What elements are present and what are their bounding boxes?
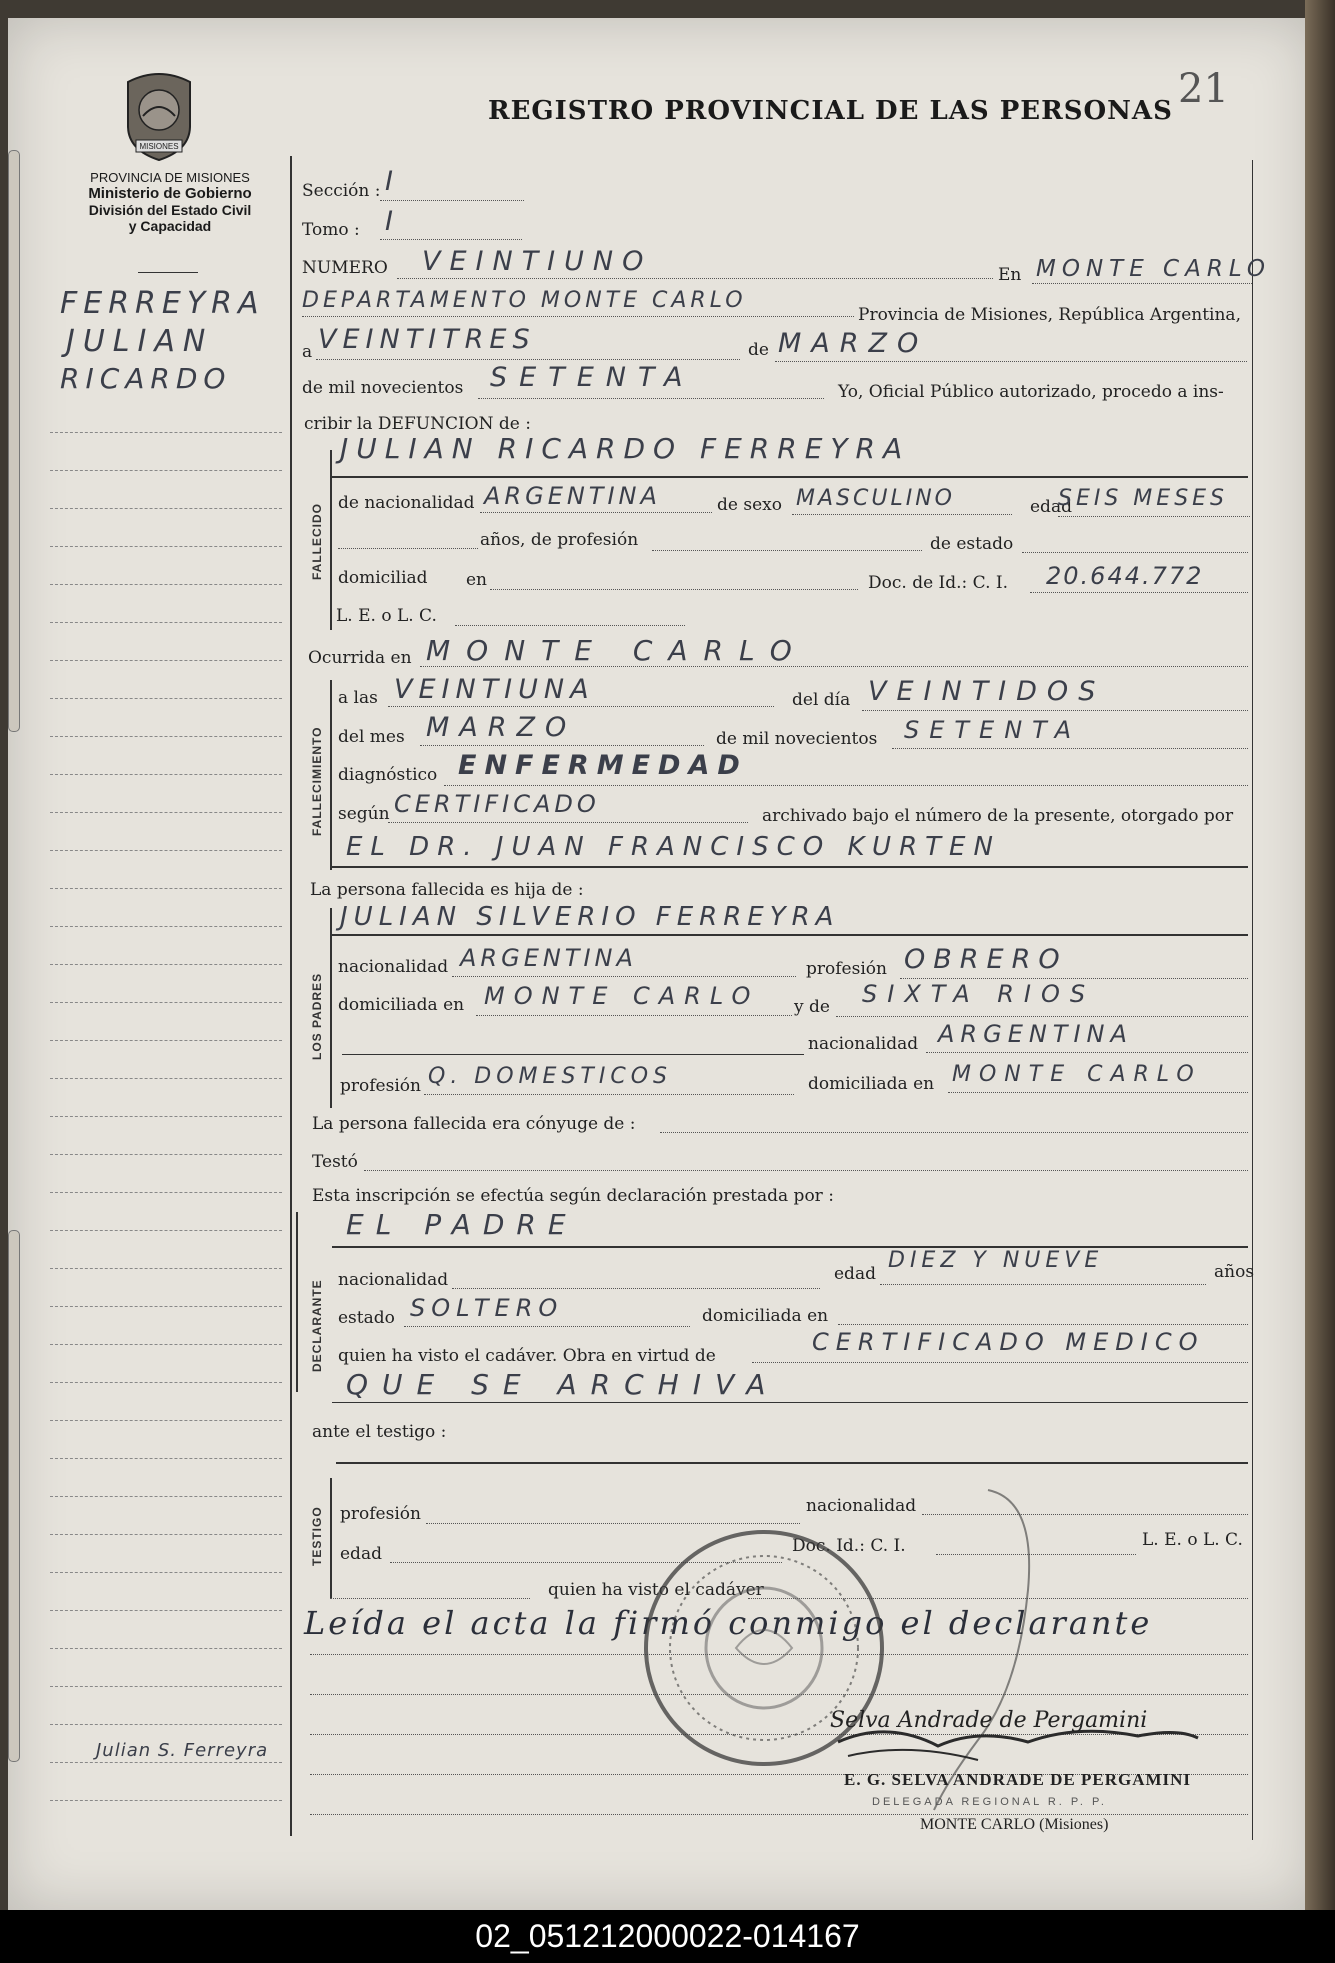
nacionalidad-value: ARGENTINA <box>484 482 661 510</box>
departamento-value: DEPARTAMENTO MONTE CARLO <box>302 288 747 313</box>
tomo-value: I <box>385 206 402 237</box>
ocurrida-line <box>420 666 1248 667</box>
margin-ruled-line <box>50 888 282 889</box>
visto-testigo-label: quien ha visto el cadáver <box>548 1580 764 1600</box>
edad-decl-value: DIEZ Y NUEVE <box>888 1248 1104 1273</box>
profesion-line <box>652 550 922 551</box>
del-dia-value: VEINTIDOS <box>868 676 1106 707</box>
estado-decl-label: estado <box>338 1308 395 1328</box>
yo-label: Yo, Oficial Público autorizado, procedo a ins- <box>838 382 1224 402</box>
edad-line <box>1058 516 1250 517</box>
segun-label: según <box>338 804 390 824</box>
a-label: a <box>302 342 313 362</box>
sexo-line <box>792 514 1012 515</box>
declarante-bracket <box>296 1212 298 1392</box>
prof-padre-line <box>900 978 1248 979</box>
estado-label: de estado <box>930 534 1014 554</box>
mil-label: de mil novecientos <box>302 378 464 398</box>
diagnostico-label: diagnóstico <box>338 765 438 785</box>
de-label: de <box>748 340 769 360</box>
margin-ruled-line <box>50 1534 282 1535</box>
mil2-label: de mil novecientos <box>716 729 878 749</box>
fallecido-side-label: FALLECIDO <box>310 503 324 580</box>
book-spine <box>1305 0 1335 1910</box>
le-testigo-label: L. E. o L. C. <box>1142 1530 1243 1550</box>
numero-label: NUMERO <box>302 258 388 278</box>
domicilio-line <box>490 589 858 590</box>
page-number: 21 <box>1178 66 1229 112</box>
official-role: DELEGADA REGIONAL R. P. P. <box>872 1796 1107 1808</box>
sexo-value: MASCULINO <box>796 486 955 511</box>
nombre-value: JULIAN RICARDO FERREYRA <box>340 432 911 465</box>
declarante-line <box>332 1246 1248 1248</box>
margin-ruled-line <box>50 1420 282 1421</box>
dom-padre-line <box>476 1015 792 1016</box>
margin-ruled-line <box>50 1230 282 1231</box>
del-mes-value: MARZO <box>426 712 577 743</box>
obra2-value: QUE SE ARCHIVA <box>346 1368 780 1401</box>
issuing-office <box>50 170 290 234</box>
edad-decl-line <box>880 1284 1206 1285</box>
seccion-value: I <box>385 166 402 197</box>
padres-bracket <box>330 908 332 1108</box>
doc-label: Doc. de Id.: C. I. <box>868 573 1009 593</box>
margin-ruled-line <box>50 546 282 547</box>
obra-line <box>752 1362 1248 1363</box>
dom-padre-value: MONTE CARLO <box>484 982 760 1010</box>
prof-padre-value: OBRERO <box>904 944 1068 975</box>
hija-label: La persona fallecida es hija de : <box>310 880 584 900</box>
madre-extra-line <box>342 1054 804 1055</box>
testigo-label: ante el testigo : <box>312 1422 447 1442</box>
prof-testigo-label: profesión <box>340 1504 421 1524</box>
fallecimiento-side-label: FALLECIMIENTO <box>310 726 324 836</box>
del-mes-line <box>420 745 704 746</box>
del-dia-line <box>862 710 1248 711</box>
margin-ruled-line <box>50 1762 282 1763</box>
margin-ruled-line <box>50 736 282 737</box>
le-line <box>455 625 685 626</box>
nacionalidad-line <box>480 512 712 513</box>
testigo-line <box>336 1462 1248 1464</box>
visto-testigo-line-left <box>330 1598 530 1599</box>
provincial-crest-icon <box>118 68 200 162</box>
nac-madre-label: nacionalidad <box>808 1034 919 1054</box>
declarante-value: EL PADRE <box>346 1208 578 1241</box>
hora-line <box>388 706 774 707</box>
nac-padre-label: nacionalidad <box>338 957 449 977</box>
edad-testigo-label: edad <box>340 1544 382 1564</box>
tomo-label: Tomo : <box>302 220 360 240</box>
madre-line <box>836 1016 1248 1017</box>
dom-padre-label: domiciliada en <box>338 995 465 1015</box>
ocurrida-value: MONTE CARLO <box>426 634 808 667</box>
nacionalidad-label: de nacionalidad <box>338 493 475 513</box>
margin-ruled-line <box>50 1572 282 1573</box>
dia-value: VEINTITRES <box>318 324 536 355</box>
provincia-label: Provincia de Misiones, República Argentina, <box>858 305 1241 325</box>
margin-ruled-line <box>50 1724 282 1725</box>
dom-madre-value: MONTE CARLO <box>952 1062 1202 1087</box>
cribir-label: cribir la DEFUNCION de : <box>304 414 531 434</box>
margin-name-surname: FERREYRA <box>60 286 265 321</box>
madre-value: SIXTA RIOS <box>862 980 1096 1008</box>
mes-value: MARZO <box>778 328 929 359</box>
dom-madre-label: domiciliada en <box>808 1074 935 1094</box>
estado-decl-line <box>404 1326 690 1327</box>
nac-padre-value: ARGENTINA <box>460 944 637 972</box>
office-capacity: y Capacidad <box>128 218 212 234</box>
margin-ruled-line <box>50 622 282 623</box>
dom-decl-label: domiciliada en <box>702 1306 829 1326</box>
nac-madre-line <box>926 1052 1248 1053</box>
obra-value: CERTIFICADO MEDICO <box>812 1328 1205 1356</box>
anio-value: SETENTA <box>490 362 695 393</box>
sexo-label: de sexo <box>717 495 782 515</box>
margin-ruled-line <box>50 1002 282 1003</box>
margin-ruled-line <box>50 774 282 775</box>
en2-label: en <box>466 570 488 590</box>
margin-ruled-line <box>50 1116 282 1117</box>
margin-ruled-line <box>50 1306 282 1307</box>
declarante-side-label: DECLARANTE <box>310 1279 324 1372</box>
domiciliad-label: domiciliad <box>338 568 428 588</box>
numero-value: VEINTIUNO <box>422 246 653 277</box>
testigo-side-label: TESTIGO <box>310 1506 324 1566</box>
estado-line <box>1022 552 1248 553</box>
prof-madre-value: Q. DOMESTICOS <box>428 1064 672 1089</box>
nac-testigo-label: nacionalidad <box>806 1496 917 1516</box>
en-label: En <box>998 265 1022 285</box>
segun-value: CERTIFICADO <box>394 790 600 818</box>
margin-ruled-line <box>50 1648 282 1649</box>
right-margin-border <box>1252 160 1253 1840</box>
padres-side-label: LOS PADRES <box>310 972 324 1060</box>
margin-ruled-line <box>50 1382 282 1383</box>
edad-decl-label: edad <box>834 1264 876 1284</box>
office-division: División del Estado Civil <box>88 202 252 218</box>
doc-testigo-label: Doc. Id.: C. I. <box>792 1536 906 1556</box>
document-title: REGISTRO PROVINCIAL DE LAS PERSONAS <box>488 96 1173 126</box>
dia-line <box>316 359 740 360</box>
dom-madre-line <box>948 1092 1248 1093</box>
conyuge-label: La persona fallecida era cónyuge de : <box>312 1114 636 1134</box>
closing-statement: Leída el acta la firmó conmigo el declarante <box>304 1604 1153 1642</box>
official-signature-icon <box>778 1480 1238 1820</box>
margin-name-first: JULIAN <box>66 324 214 359</box>
official-place: MONTE CARLO (Misiones) <box>920 1816 1109 1833</box>
diagnostico-line <box>444 785 1248 786</box>
nombre-line <box>332 476 1248 478</box>
ocurrida-label: Ocurrida en <box>308 648 412 668</box>
nac-padre-line <box>452 976 796 977</box>
margin-ruled-line <box>50 1192 282 1193</box>
margin-ruled-line <box>50 1496 282 1497</box>
margin-ruled-line <box>50 1800 282 1801</box>
padre-value: JULIAN SILVERIO FERREYRA <box>340 902 840 932</box>
margin-ruled-line <box>50 508 282 509</box>
conyuge-line <box>660 1132 1248 1133</box>
edad-value: SEIS MESES <box>1058 486 1229 511</box>
left-margin-border <box>290 156 292 1836</box>
hora-value: VEINTIUNA <box>394 674 595 705</box>
en-value: MONTE CARLO <box>1036 256 1272 282</box>
margin-ruled-line <box>50 1040 282 1041</box>
margin-ruled-line <box>50 698 282 699</box>
scan-footer-id: 02_051212000022-014167 <box>0 1910 1335 1963</box>
fallecimiento-bracket <box>330 680 332 870</box>
departamento-line <box>302 316 854 317</box>
office-province: PROVINCIA DE MISIONES <box>90 170 250 185</box>
alas-label: a las <box>338 688 378 708</box>
mes-line <box>775 361 1247 362</box>
seccion-label: Sección : <box>302 181 381 201</box>
archivado-label: archivado bajo el número de la presente, otorgado por <box>762 806 1234 826</box>
official-name: E. G. SELVA ANDRADE DE PERGAMINI <box>844 1770 1192 1789</box>
nac-decl-label: nacionalidad <box>338 1270 449 1290</box>
official-handwritten-signature: Selva Andrade de Pergamini <box>830 1708 1148 1733</box>
le-label: L. E. o L. C. <box>336 606 437 626</box>
testo-label: Testó <box>312 1152 358 1172</box>
margin-signature: Julian S. Ferreyra <box>96 1740 269 1761</box>
margin-ruled-line <box>50 812 282 813</box>
margin-ruled-line <box>50 1610 282 1611</box>
prof-madre-label: profesión <box>340 1076 421 1096</box>
prof-padre-label: profesión <box>806 959 887 979</box>
edad-label: edad <box>1030 497 1072 517</box>
margin-ruled-line <box>50 1078 282 1079</box>
testigo-bracket <box>330 1478 332 1598</box>
diagnostico-value: ENFERMEDAD <box>458 750 748 781</box>
anio2-value: SETENTA <box>904 716 1082 744</box>
nac-decl-line <box>452 1288 820 1289</box>
binding-strip-top <box>8 150 20 732</box>
segun-line <box>388 822 748 823</box>
doc-value: 20.644.772 <box>1046 562 1204 590</box>
deldia-label: del día <box>792 690 851 710</box>
margin-ruled-line <box>50 1268 282 1269</box>
numero-line <box>397 278 993 279</box>
visto-label: quien ha visto el cadáver. Obra en virtud de <box>338 1346 716 1366</box>
yde-label: y de <box>794 997 830 1017</box>
inscripcion-label: Esta inscripción se efectúa según declaración prestada por : <box>312 1186 834 1206</box>
margin-ruled-line <box>50 1458 282 1459</box>
margin-ruled-line <box>50 432 282 433</box>
office-ministry: Ministerio de Gobierno <box>88 185 252 202</box>
testo-line <box>364 1170 1248 1171</box>
anio2-line <box>892 748 1248 749</box>
margin-ruled-line <box>50 964 282 965</box>
margin-ruled-line <box>50 660 282 661</box>
prof-madre-line <box>424 1094 794 1095</box>
tomo-line <box>380 239 522 240</box>
margin-ruled-line <box>50 1686 282 1687</box>
anos-decl-label: años <box>1214 1262 1255 1282</box>
obra2-line <box>332 1402 1248 1403</box>
office-divider <box>138 272 198 273</box>
binding-strip-bottom <box>8 1230 20 1762</box>
anio-line <box>478 398 824 399</box>
nac-madre-value: ARGENTINA <box>938 1020 1133 1048</box>
crest-label: MISIONES <box>139 142 179 151</box>
otorgado-line <box>332 866 1248 868</box>
seccion-line <box>380 200 524 201</box>
delmes-label: del mes <box>338 727 405 747</box>
margin-name-second: RICARDO <box>60 362 232 395</box>
margin-ruled-line <box>50 584 282 585</box>
estado-decl-value: SOLTERO <box>410 1294 564 1322</box>
en-line <box>1032 283 1252 284</box>
padre-line <box>332 934 1248 936</box>
margin-ruled-line <box>50 1344 282 1345</box>
anos-prof-label: años, de profesión <box>480 530 639 550</box>
margin-ruled-line <box>50 470 282 471</box>
dom-decl-line <box>838 1324 1248 1325</box>
margin-ruled-line <box>50 850 282 851</box>
margin-ruled-line <box>50 926 282 927</box>
otorgado-value: EL DR. JUAN FRANCISCO KURTEN <box>346 832 1001 862</box>
doc-line <box>1030 592 1248 593</box>
anos-line <box>338 548 478 549</box>
margin-ruled-line <box>50 1154 282 1155</box>
